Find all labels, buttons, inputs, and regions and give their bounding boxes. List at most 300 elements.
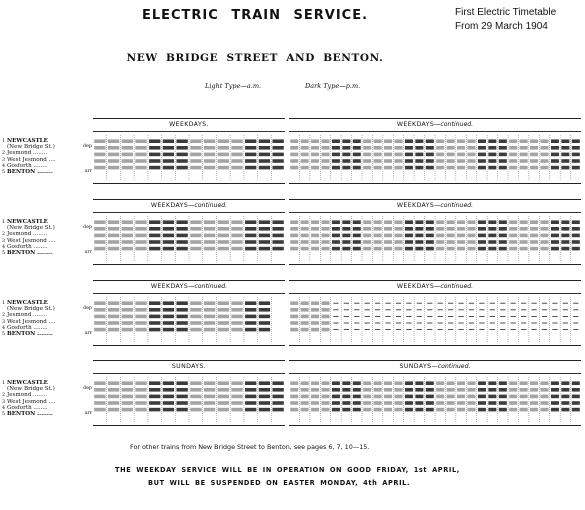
time-entry-mark [332, 220, 340, 224]
time-entry-mark [436, 153, 444, 157]
time-entry-mark [245, 381, 256, 385]
time-entry-mark [540, 159, 548, 163]
time-entry-mark [572, 381, 580, 385]
time-entry-mark [163, 159, 174, 163]
time-entry-mark [457, 153, 465, 157]
time-entry-mark [478, 381, 486, 385]
time-entry-mark [353, 240, 361, 244]
time-entry-mark [311, 159, 319, 163]
panel-heading [93, 363, 285, 370]
time-entry-mark [415, 401, 423, 405]
time-entry-mark [436, 166, 444, 170]
time-entry-mark [301, 328, 309, 332]
time-entry-mark [259, 301, 270, 305]
time-entry-mark [245, 247, 256, 251]
time-entry-mark [231, 153, 242, 157]
time-entry-mark [394, 381, 402, 385]
time-entry-mark [231, 401, 242, 405]
timetable-panel-left [93, 199, 285, 265]
time-entry-mark [204, 401, 215, 405]
time-entry-mark [384, 234, 392, 238]
time-entry-mark [94, 139, 105, 143]
time-entry-mark [478, 395, 486, 399]
time-entry-mark [520, 408, 528, 412]
time-entry-mark [108, 315, 119, 319]
time-entry-mark [540, 227, 548, 231]
time-entry-mark [405, 153, 413, 157]
time-entry-mark [272, 381, 283, 385]
time-entry-mark [436, 395, 444, 399]
time-entry-mark [149, 153, 160, 157]
time-entry-mark [94, 220, 105, 224]
time-entry-mark [176, 315, 187, 319]
time-entry-mark [108, 328, 119, 332]
time-entry-mark [530, 153, 538, 157]
time-entry-mark [122, 328, 133, 332]
station-number: 4 [2, 325, 6, 331]
time-entry-mark [426, 153, 434, 157]
time-entry-mark [436, 159, 444, 163]
time-entry-mark [311, 166, 319, 170]
time-entry-mark [447, 240, 455, 244]
time-entry-mark [163, 153, 174, 157]
time-entry-mark [551, 139, 559, 143]
time-entry-mark [176, 159, 187, 163]
time-entry-mark [311, 247, 319, 251]
time-entry-mark [290, 315, 298, 319]
time-entry-mark [231, 247, 242, 251]
time-entry-mark [108, 139, 119, 143]
time-entry-mark [218, 227, 229, 231]
time-entry-mark [561, 220, 569, 224]
time-entry-mark [561, 408, 569, 412]
time-entry-mark [204, 240, 215, 244]
time-entry-mark [321, 301, 329, 305]
time-entry-mark [204, 159, 215, 163]
time-entry-mark [374, 153, 382, 157]
station-number: 1 [2, 139, 6, 144]
time-entry-mark [342, 234, 350, 238]
time-entry-mark [499, 153, 507, 157]
station-number: 4 [2, 405, 6, 411]
time-entry-mark [384, 227, 392, 231]
time-entry-mark [509, 227, 517, 231]
time-entry-mark [94, 227, 105, 231]
station-name: (New Bridge St.) [7, 386, 55, 393]
time-entry-mark [342, 159, 350, 163]
station-number: 3 [2, 399, 6, 405]
time-entry-mark [384, 388, 392, 392]
time-entry-mark [135, 146, 146, 150]
time-entry-mark [394, 395, 402, 399]
time-entry-mark [290, 388, 298, 392]
time-entry-mark [551, 388, 559, 392]
time-entry-mark [290, 227, 298, 231]
time-entry-mark [353, 227, 361, 231]
time-entry-mark [488, 401, 496, 405]
time-entry-mark [530, 166, 538, 170]
time-entry-mark [290, 240, 298, 244]
time-entry-mark [218, 308, 229, 312]
time-entry-mark [311, 308, 319, 312]
time-entry-mark [122, 408, 133, 412]
time-entry-mark [374, 408, 382, 412]
time-entry-mark [176, 220, 187, 224]
time-entry-mark [478, 146, 486, 150]
time-entry-mark [415, 408, 423, 412]
time-entry-mark [530, 139, 538, 143]
time-entry-mark [426, 395, 434, 399]
time-entry-mark [551, 401, 559, 405]
time-entry-mark [149, 408, 160, 412]
time-entry-mark [231, 146, 242, 150]
time-entry-mark [342, 395, 350, 399]
time-entry-mark [218, 401, 229, 405]
station-list [2, 380, 92, 417]
time-entry-mark [509, 388, 517, 392]
time-entry-mark [488, 247, 496, 251]
time-entry-mark [108, 388, 119, 392]
time-entry-mark [363, 395, 371, 399]
time-entry-mark [561, 388, 569, 392]
station-name: (New Bridge St.) [7, 225, 55, 232]
time-entry-mark [108, 240, 119, 244]
time-entry-mark [509, 220, 517, 224]
time-entry-mark [149, 166, 160, 170]
time-entry-mark [108, 247, 119, 251]
time-entry-mark [488, 388, 496, 392]
time-entry-mark [259, 308, 270, 312]
panel-heading [93, 121, 285, 128]
time-entry-mark [520, 153, 528, 157]
time-entry-mark [551, 408, 559, 412]
time-entry-mark [374, 139, 382, 143]
time-entry-mark [311, 401, 319, 405]
station-number: 5 [2, 331, 6, 337]
time-entry-mark [436, 227, 444, 231]
time-entry-mark [204, 301, 215, 305]
station-name: West Jesmond .... [7, 156, 56, 163]
time-entry-mark [363, 408, 371, 412]
time-entry-mark [245, 166, 256, 170]
time-entry-mark [272, 220, 283, 224]
time-entry-mark [447, 401, 455, 405]
station-name: West Jesmond .... [7, 237, 56, 244]
time-entry-mark [478, 234, 486, 238]
time-entry-mark [190, 146, 201, 150]
time-entry-mark [176, 388, 187, 392]
time-entry-mark [374, 166, 382, 170]
time-entry-mark [332, 139, 340, 143]
time-entry-mark [363, 220, 371, 224]
station-list [2, 138, 92, 175]
time-entry-mark [488, 153, 496, 157]
time-entry-mark [572, 153, 580, 157]
time-entry-mark [321, 234, 329, 238]
time-entry-mark [176, 308, 187, 312]
time-entry-mark [540, 139, 548, 143]
time-entry-mark [457, 234, 465, 238]
time-entry-mark [426, 227, 434, 231]
time-entry-mark [204, 227, 215, 231]
time-entry-mark [149, 240, 160, 244]
time-entry-mark [447, 146, 455, 150]
station-row [2, 250, 92, 256]
time-entry-mark [272, 388, 283, 392]
time-entry-mark [353, 408, 361, 412]
station-name: NEWCASTLE [7, 219, 48, 225]
time-entry-mark [245, 308, 256, 312]
time-entry-mark [272, 159, 283, 163]
time-entry-mark [561, 395, 569, 399]
time-entry-mark [509, 159, 517, 163]
time-entry-mark [520, 388, 528, 392]
time-entry-mark [499, 401, 507, 405]
time-entry-mark [530, 146, 538, 150]
time-entry-mark [353, 381, 361, 385]
time-columns [93, 375, 285, 425]
panel-heading [93, 202, 285, 209]
time-entry-mark [457, 388, 465, 392]
time-entry-mark [122, 247, 133, 251]
time-entry-mark [363, 401, 371, 405]
time-entry-mark [342, 240, 350, 244]
time-entry-mark [447, 153, 455, 157]
time-entry-mark [218, 301, 229, 305]
time-entry-mark [231, 381, 242, 385]
time-entry-mark [135, 381, 146, 385]
time-entry-mark [447, 408, 455, 412]
time-entry-mark [332, 381, 340, 385]
time-entry-mark [363, 153, 371, 157]
time-entry-mark [190, 240, 201, 244]
time-entry-mark [374, 159, 382, 163]
time-entry-mark [135, 315, 146, 319]
time-entry-mark [426, 401, 434, 405]
time-entry-mark [499, 227, 507, 231]
time-entry-mark [321, 328, 329, 332]
time-entry-mark [149, 159, 160, 163]
time-entry-mark [311, 408, 319, 412]
time-entry-mark [332, 159, 340, 163]
time-entry-mark [108, 234, 119, 238]
time-entry-mark [245, 395, 256, 399]
time-entry-mark [190, 401, 201, 405]
time-entry-mark [311, 301, 319, 305]
station-name: BENTON ........ [7, 249, 53, 256]
time-entry-mark [218, 408, 229, 412]
time-entry-mark [218, 146, 229, 150]
time-entry-mark [301, 315, 309, 319]
time-entry-mark [163, 321, 174, 325]
time-entry-mark [301, 395, 309, 399]
time-entry-mark [272, 247, 283, 251]
time-entry-mark [190, 395, 201, 399]
time-entry-mark [478, 166, 486, 170]
time-entry-mark [342, 227, 350, 231]
time-entry-mark [415, 227, 423, 231]
station-number: 2 [2, 232, 6, 238]
time-entry-mark [572, 401, 580, 405]
time-entry-mark [311, 146, 319, 150]
time-entry-mark [374, 395, 382, 399]
time-entry-mark [509, 401, 517, 405]
time-entry-mark [108, 146, 119, 150]
time-entry-mark [436, 381, 444, 385]
time-entry-mark [218, 395, 229, 399]
time-entry-mark [540, 381, 548, 385]
time-entry-mark [190, 234, 201, 238]
time-entry-mark [467, 240, 475, 244]
time-entry-mark [176, 234, 187, 238]
station-name: (New Bridge St.) [7, 306, 55, 313]
time-entry-mark [374, 401, 382, 405]
station-dep-arr: dep [83, 306, 92, 312]
time-entry-mark [108, 301, 119, 305]
time-entry-mark [353, 247, 361, 251]
time-entry-mark [204, 247, 215, 251]
time-entry-mark [457, 227, 465, 231]
time-entry-mark [122, 240, 133, 244]
time-entry-mark [478, 408, 486, 412]
time-entry-mark [122, 159, 133, 163]
time-columns [289, 375, 581, 425]
time-entry-mark [467, 395, 475, 399]
time-entry-mark [301, 146, 309, 150]
time-entry-mark [478, 139, 486, 143]
panel-heading-text: SUNDAYS [399, 363, 432, 370]
time-entry-mark [259, 388, 270, 392]
time-entry-mark [122, 146, 133, 150]
time-entry-mark [467, 153, 475, 157]
time-entry-mark [447, 220, 455, 224]
time-entry-mark [551, 159, 559, 163]
time-entry-mark [259, 227, 270, 231]
time-columns [93, 214, 285, 264]
panel-heading-continued: —continued. [188, 283, 228, 290]
time-entry-mark [190, 308, 201, 312]
time-entry-mark [190, 220, 201, 224]
panel-heading-text: WEEKDAYS [396, 121, 435, 128]
time-entry-mark [245, 146, 256, 150]
time-entry-mark [163, 240, 174, 244]
station-name: Jesmond ........ [7, 392, 48, 399]
time-entry-mark [561, 153, 569, 157]
time-entry-mark [332, 227, 340, 231]
station-number: 4 [2, 244, 6, 250]
time-entry-mark [190, 153, 201, 157]
footer-note: For other trains from New Bridge Street to Benton, see pages 6, 7, 10—15. [130, 443, 370, 451]
station-name: Gosforth ........ [7, 243, 48, 250]
time-entry-mark [540, 401, 548, 405]
time-entry-mark [259, 321, 270, 325]
time-entry-mark [551, 166, 559, 170]
time-entry-mark [176, 227, 187, 231]
time-entry-mark [311, 234, 319, 238]
time-entry-mark [122, 401, 133, 405]
time-entry-mark [176, 240, 187, 244]
time-entry-mark [520, 139, 528, 143]
time-entry-mark [467, 401, 475, 405]
time-entry-mark [499, 159, 507, 163]
time-entry-mark [301, 408, 309, 412]
station-dep-arr: arr [84, 330, 92, 336]
timetable-panel-right [289, 360, 581, 426]
time-entry-mark [436, 220, 444, 224]
time-entry-mark [394, 234, 402, 238]
time-entry-mark [530, 227, 538, 231]
time-entry-mark [108, 408, 119, 412]
legend-dark-type: Dark Type—p.m. [305, 82, 361, 90]
time-entry-mark [384, 220, 392, 224]
time-entry-mark [426, 240, 434, 244]
time-entry-mark [290, 220, 298, 224]
time-entry-mark [561, 240, 569, 244]
panel-heading-rule [93, 131, 285, 132]
time-entry-mark [405, 395, 413, 399]
time-entry-mark [245, 220, 256, 224]
time-entry-mark [342, 166, 350, 170]
panel-heading-text: WEEKDAYS [396, 202, 435, 209]
time-entry-mark [176, 408, 187, 412]
time-entry-mark [457, 408, 465, 412]
time-entry-mark [190, 301, 201, 305]
time-entry-mark [520, 401, 528, 405]
time-entry-mark [176, 146, 187, 150]
time-entry-mark [176, 328, 187, 332]
time-entry-mark [530, 220, 538, 224]
time-entry-mark [499, 388, 507, 392]
time-entry-mark [94, 146, 105, 150]
time-entry-mark [135, 159, 146, 163]
time-entry-mark [551, 381, 559, 385]
time-entry-mark [149, 401, 160, 405]
time-entry-mark [259, 408, 270, 412]
time-entry-mark [94, 408, 105, 412]
time-entry-mark [426, 166, 434, 170]
time-entry-mark [478, 153, 486, 157]
timetable-panel-right [289, 118, 581, 184]
time-entry-mark [290, 328, 298, 332]
time-entry-mark [467, 234, 475, 238]
time-entry-mark [436, 240, 444, 244]
time-entry-mark [363, 234, 371, 238]
time-entry-mark [415, 240, 423, 244]
time-entry-mark [321, 388, 329, 392]
time-entry-mark [245, 321, 256, 325]
time-entry-mark [190, 166, 201, 170]
time-entry-mark [509, 408, 517, 412]
time-entry-mark [204, 220, 215, 224]
time-entry-mark [122, 227, 133, 231]
time-entry-mark [374, 388, 382, 392]
time-entry-mark [436, 408, 444, 412]
time-entry-mark [149, 139, 160, 143]
time-entry-mark [135, 328, 146, 332]
time-entry-mark [218, 381, 229, 385]
time-entry-mark [572, 227, 580, 231]
time-entry-mark [394, 153, 402, 157]
panel-heading-text: WEEKDAYS [150, 283, 189, 290]
time-entry-mark [561, 381, 569, 385]
time-entry-mark [204, 315, 215, 319]
time-entry-mark [321, 166, 329, 170]
time-entry-mark [163, 395, 174, 399]
time-entry-mark [94, 328, 105, 332]
time-entry-mark [415, 395, 423, 399]
time-entry-mark [457, 395, 465, 399]
time-entry-mark [353, 153, 361, 157]
